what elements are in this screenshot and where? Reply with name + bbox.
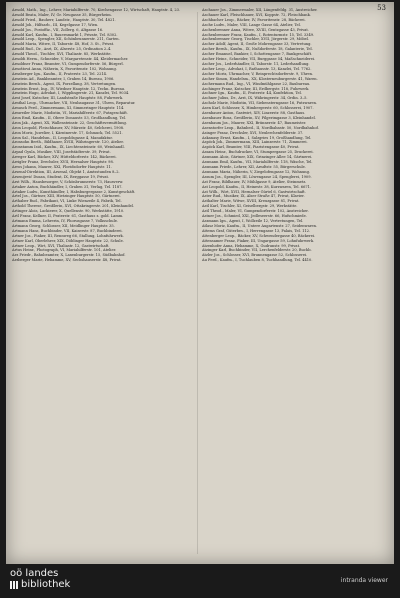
left-column — [12, 8, 194, 558]
directory-entry: Ascher Bernh., Kaufm., IX, Nußdorferstr. 18, Galanterie, Tel. — [202, 47, 313, 52]
column-gutter — [197, 12, 198, 554]
directory-entry: Arnold Maria, Witwe, II, Taborstr. 48, Hof, 3. St., Privat. — [12, 42, 115, 47]
directory-entry: Ascher Moriz, Uhrmacher, V, Reinprechtsdorferstr. 9, Uhren. — [202, 71, 314, 76]
directory-entry: Aron Jak., Agent, XX, Wallensteinstr. 22, Geschäftsvermittlung. — [12, 120, 127, 125]
directory-entry: Arsenijević Dusan, Student, IX, Berggasse 19, Privat. — [12, 174, 110, 179]
directory-entry: Astl Karl, Tischler, XI, Geiselbergstr. 29, Werkstätte. — [202, 204, 298, 209]
logo-bars-icon — [10, 581, 18, 589]
directory-entry: Attems Graf, Güterbes., I, Herrengasse 13, Palais, Tel. 112. — [202, 228, 311, 233]
directory-entry: Arnstein Ernst, Ing., IV, Wiedner Hauptstr. 12, Techn. Bureau. — [12, 86, 126, 91]
directory-entry: Artmann Georg, Schlosser, XII, Meidlinger Hauptstr. 35. — [12, 223, 115, 228]
directory-entry: Aschenbrenner Georg, Tischler, XVII, Jörgerstr. 29, Möbel. — [202, 37, 310, 42]
directory-entry: Atzinger Karl, Buchbinder, VII, Lerchenfelderstr. 20, Buchb. — [202, 248, 312, 253]
directory-entry: Aszmann Ign., Agent, I, Wollzeile 12, Vertretungen, Tel. — [202, 218, 304, 223]
directory-entry: Ascher Leop., Advokat, I, Rathausstr. 13, Kanzlei, Tel. 7762. — [202, 66, 312, 71]
directory-entry: Arnweiler Marie, Modistin, VI, Mariahilferstr. 67, Putzgeschäft. — [12, 111, 128, 116]
directory-entry: Arnold Karl, Kaufm., I, Bauernmarkt 1, Private, Tel. 8302. — [12, 32, 118, 37]
directory-entry: Arnt Josef, Kutscher, III, Landstraße Hauptstr. 88, Fuhrwerk. — [12, 96, 124, 101]
directory-entry: Aschauer Karl, Fleischhauer, XVI, Koppstr. 72, Fleischbank. — [202, 12, 311, 17]
directory-entry: Aschinger Franz, Kutscher, III, Erdbergstr. 118, Fuhrwerk. — [202, 86, 310, 91]
directory-entry: Artner Jos., Fiaker, III, Rennweg 66, Stallung, Lohnfuhrwerk. — [12, 233, 124, 238]
directory-entry: Arnthal Leop., Uhrmacher, VII, Neubaugasse 31, Uhren, Reparatur. — [12, 101, 136, 106]
directory-entry: Ascher Adolf, Agent, II, Große Mohrengasse 33, Vertretung. — [202, 42, 312, 47]
directory-entry: Aronsohn Berth., Bildhauer, XVIII, Währingerstr. 120, Atelier. — [12, 140, 124, 145]
directory-entry: Assmann Maria, Näherin, V, Ziegelofengasse 12, Wohnung. — [202, 169, 311, 174]
directory-entry: Aschenbrenner Anna, Witwe, XVIII, Gentzgasse 43, Privat. — [202, 27, 309, 32]
directory-entry: Ascher Simon, Handelsm., XX, Klosterneuburgerstr. 41, Waren. — [202, 76, 318, 81]
directory-entry: Asinger Franz, Drechsler, XVI, Neulerchenfelderstr. 37. — [202, 130, 304, 135]
directory-entry: Askanasy Ernst, Kaufm., I, Salzgries 19, Großhandlung, Tel. — [202, 135, 312, 140]
directory-entry: Artner Leop., Wirt, XVI, Thaliastr. 12, Gastwirtschaft. — [12, 243, 110, 248]
directory-entry: Ascher Heinr., Schneider, VII, Burggasse 54, Maßschneiderei. — [202, 57, 316, 62]
directory-entry: Artl Franz, Kellner, II, Praterstr. 61, Gasthaus z. gold. Lamm. — [12, 214, 124, 219]
directory-entry: Aron Moriz, Juwelier, I, Kärntnerstr. 17, Schmuck, Tel. 5521. — [12, 130, 123, 135]
directory-entry: Arnsberger Ign., Kaufm., II, Praterstr. 23, Tel. 2214. — [12, 71, 108, 76]
directory-entry: Aspöck Karl, Beamter, VIII, Piaristengasse 40, Privat. — [202, 145, 300, 150]
directory-entry: Aschbacher Leop., Bäcker, IV, Favoritenstr. 28, Bäckerei. — [202, 17, 306, 22]
directory-entry: Arnoštová Anna, Näherin, X, Favoritenstr. 102, Wohnung. — [12, 66, 117, 71]
directory-entry: Attenberger Leop., Bäcker, XV, Schwendergasse 40, Bäckerei. — [202, 233, 316, 238]
directory-entry: Asenstorfer Leop., Bahnbed., II, Nordbahnstr. 50, Nordbahnhof. — [202, 125, 319, 130]
directory-entry: Asenbauer Anton, Gastwirt, XIV, Linzerstr. 88, Gasthaus. — [202, 111, 306, 116]
directory-entry: Ascher Emanuel, Bankier, I, Schottengasse 7, Bankgeschäft. — [202, 52, 313, 57]
logo-line-2: bibliothek — [21, 579, 71, 590]
directory-entry: Arrigler Franz, Drechsler, XVII, Hernalser Hauptstr. 98. — [12, 160, 114, 165]
directory-entry: Attensamer Franz, Fiaker, III, Ungargasse 59, Lohnfuhrwerk. — [202, 238, 315, 243]
directory-entry: Assmann Emil, Kaufm., VII, Mariahilferstr. 118, Wäsche, Tel. — [202, 160, 313, 165]
directory-entry: Ascholz Marie, Modistin, VII, Siebensterngasse 16, Putzwaren. — [202, 101, 318, 106]
directory-entry: Arnold Jos., Postoffiz., VII, Zollerg. 6, Altgasse 16. — [12, 27, 104, 32]
directory-entry: Aschenbrenner Franz, Kaufm., I, Rotenturmstr. 15, Tel. 3349. — [202, 32, 315, 37]
page-number: 53 — [377, 4, 386, 12]
viewer-footer — [0, 564, 400, 598]
directory-entry: Arnoldi Herm., Schneider, V, Margaretenstr. 44, Kleidermacher. — [12, 57, 129, 62]
directory-entry: Artus Heinr., Photograph, VI, Mariahilferstr. 101, Atelier. — [12, 248, 117, 253]
directory-entry: Atzler Jos., Schlosser, XVI, Brunnengasse 52, Schlosserei. — [202, 253, 308, 258]
directory-entry: Arnstein Bernh., Agent, IX, Porzellang. 38, Vertretungen. — [12, 81, 117, 86]
directory-entry: Artmann Hans, Buchbinder, VII, Kaiserstr. 87, Buchbinderei. — [12, 228, 123, 233]
directory-entry: Arsenal-Direktion, III, Arsenal, Objekt 1, Amtsstunden 8–2. — [12, 169, 120, 174]
directory-entry: Assmann Friedr., Lehrer, XII, Arndtstr. 55, Bürgerschule. — [202, 165, 306, 169]
directory-entry: Arpad Gyula, Musiker, VIII, Josefstädterstr. 39, Privat. — [12, 150, 111, 155]
directory-entry: Asenbaum Jos., Maurer, XXI, Brünnerstr. 47, Baumeister. — [202, 120, 307, 125]
right-column — [202, 8, 388, 558]
directory-entry: Atlasz Moriz, Kaufm., II, Untere Augartenstr. 27, Seidenwaren. — [202, 223, 318, 228]
directory-entry: Arz Friedr., Bahnbeamter, X, Laxenburgerstr. 15, Südbahnhof. — [12, 253, 126, 258]
directory-entry: Arreger Karl, Bäcker, XIV, Hütteldorferstr. 142, Bäckerei. — [12, 155, 117, 160]
directory-entry: Aschner Ign., Kaufm., II, Praterstr. 44, Konfektion, Tel. — [202, 91, 302, 96]
directory-entry: Artel Jos., Gärtner, XIII, Hietzinger Hauptstr. 50, Gärtnerei. — [12, 194, 121, 199]
directory-entry: Assmann Alois, Gärtner, XIX, Grinzinger Allee 14, Gärtnerei. — [202, 155, 313, 160]
directory-entry: Atzenhofer Anna, Hebamme, X, Gudrunstr. 99, Privat. — [202, 243, 301, 248]
directory-entry: Au Ferd., Kaufm., I, Tuchlauben 8, Tuchhandlung, Tel. 4410. — [202, 258, 313, 263]
directory-entry: Aschner Julius, Dr., Arzt, IX, Währingerstr. 34, Ordin. 3–5. — [202, 96, 308, 101]
directory-entry: Artaker Anton, Buchhändler, I, Graben 31, Verlag, Tel. 1187. — [12, 184, 123, 189]
directory-entry: Ascher Jos., Lederhändler, II, Taborstr. 11, Lederhandlung. — [202, 61, 310, 66]
directory-entry: Assam Heinr., Buchdrucker, VI, Stumpergasse 25, Druckerei. — [202, 150, 314, 155]
directory-entry: Aronstamm Isid., Kaufm., IX, Liechtensteinstr. 60, Weinhandl. — [12, 145, 125, 150]
directory-entry: Arnold Fried., Bauherr, Landstr., Hauptstr. 30, Tel. 4821. — [12, 17, 116, 22]
directory-entry: Arnold Leop., Spengler, XII, Schönbrunnerstr. 211, Garten. — [12, 37, 120, 42]
directory-entry: Aschauer Jos., Zimmermaler, XII, Längenfeldg. 31, Anstreicher. — [202, 8, 318, 12]
directory-entry: Arthaber Rud., Fabrikant, VI, Linke Wienzeile 4, Fabrik, Tel. — [12, 199, 122, 204]
directory-entry: Aschermann Rud., Ing., VI, Windmühlgasse 22, Baubureau. — [202, 81, 311, 86]
directory-entry: Artinger Alois, Lackierer, X, Quellenstr. 90, Werkstätte, 1910. — [12, 209, 125, 214]
directory-entry: Ast Wilh., Wirt, XVII, Hernalser Gürtel 6, Gastwirtschaft. — [202, 189, 306, 194]
directory-entry: Arzberger Marie, Hebamme, XV, Sechshauserstr. 48, Privat. — [12, 258, 122, 263]
directory-entry: Artmann Emma, Lehrerin, IV, Phorusgasse 7, Volksschule. — [12, 218, 119, 223]
directory-entry: Arnold, Math., Ing., Lehrer, Mariahilferstr. 70, Kirchengasse 12, Wirtschaft, Hauptstr. 4, 23. — [12, 8, 181, 12]
directory-entry: Arros Johann, Maurer, XXI, Floridsdorfer Hauptstr. 11. — [12, 165, 112, 169]
directory-entry: Arnold Beata, Maler, IV, Gr. Neugasse 35, Bürgerheim. — [12, 12, 112, 17]
directory-entry: Asthalter Marie, Witwe, XVIII, Kreuzgasse 81, Privat. — [202, 199, 300, 204]
directory-entry: Ast Franz, Bildhauer, IV, Mühlgasse 9, Atelier, Steinmetz. — [202, 179, 307, 184]
directory-entry: Arnold Joh., Hilfsarb., III, Kegelgasse 17, Wien. — [12, 22, 99, 27]
scanned-page — [6, 2, 394, 564]
directory-entry: Aster Rud., Musiker, IX, Alser Straße 47, Privat, Klavier. — [202, 194, 305, 199]
directory-entry: Aron Leopold, Fleischhauer, XV, Märzstr. 40, Selcherei, 1908. — [12, 125, 125, 130]
directory-entry: Aspöck Joh., Zimmermann, XIII, Lainzerstr. 71, Zimmerei. — [202, 140, 308, 145]
directory-entry: Arst Wilh., Hausbesorger, V, Schönbrunnerstr. 73, Hausverw. — [12, 179, 124, 184]
directory-entry: Arnstein Ad., Bankbeamter, I, Graben 14, Bureau, 1906. — [12, 76, 115, 81]
directory-entry: Arnusch Ferd., Zimmermann, XI, Simmeringer Hauptstr. 114. — [12, 106, 125, 111]
directory-entry: Aron Sal., Handelsm., II, Leopoldsgasse 4, Manufaktur. — [12, 135, 113, 140]
directory-entry: Artner Karl, Oberlehrer, XIX, Döblinger Hauptstr. 22, Schule. — [12, 238, 124, 243]
directory-entry: Arnoldner Franz, Beamter, VI, Gumpendorferstr. 56, Bürgerl. — [12, 61, 124, 66]
directory-entry: Asen Karl, Schlosser, X, Himbergerstr. 60, Schlosserei, 1907. — [202, 106, 314, 111]
directory-entry: Assum Jos., Spengler, III, Löwengasse 24, Spenglerei, 1909. — [202, 174, 312, 179]
directory-entry: Asenbauer Rosa, Greißlerin, XV, Pilgerimgasse 3, Kleinhandel. — [202, 115, 316, 120]
directory-entry: Arnstein Hugo, Advokat, I, Wipplingerstr. 21, Kanzlei, Tel. 9034. — [12, 91, 130, 96]
directory-entry: Arnold Rud., Dr., Arzt, IX, Alserstr. 25, Ordination 2–4. — [12, 47, 112, 52]
directory-entry: Arthold Therese, Greißlerin, XVI, Ottakringerstr. 201, Kleinhandel. — [12, 204, 135, 209]
logo-line-1: oö landes — [10, 568, 59, 579]
directory-entry: Artaker Ludw., Kunsthändler, I, Habsburgergasse 2, Kunstgeschäft. — [12, 189, 136, 194]
directory-entry: Aron Emil, Kaufm., II, Obere Donaustr. 53, Großhandlung, Tel. — [12, 115, 127, 120]
directory-entry: Ast Leopold, Kaufm., II, Heinestr. 38, Kurzwaren, Tel. 6671. — [202, 184, 312, 189]
directory-entry: Arnold Theod., Tischler, XVI, Thaliastr. 85, Werkstätte. — [12, 52, 112, 57]
viewer-label: intranda viewer — [340, 577, 388, 584]
library-logo[interactable] — [10, 568, 70, 590]
directory-entry: Astner Jos., Schmied, XXI, Jedleseerstr. 66, Hufschmiede. — [202, 214, 307, 219]
directory-entry: Asche Ludw., Maler, VIII, Lange Gasse 64, Atelier, Tel. — [202, 22, 301, 27]
directory-entry: Astl Theod., Maler, VI, Gumpendorferstr. 102, Anstreicher. — [202, 209, 309, 214]
